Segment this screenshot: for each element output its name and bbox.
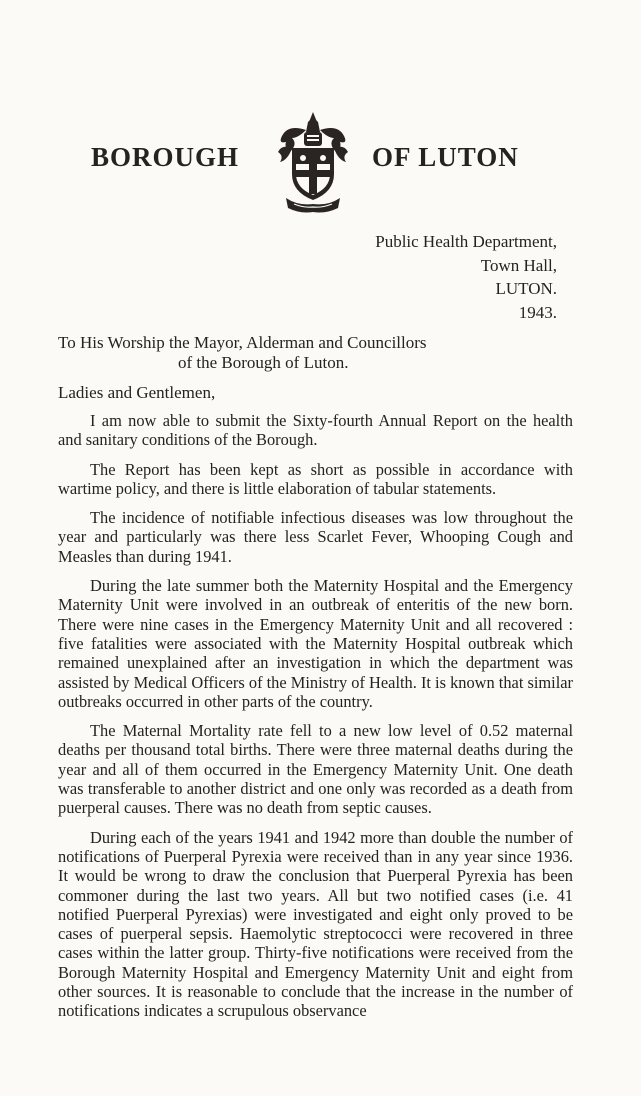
addressee bbox=[58, 333, 578, 373]
addressee-line: To His Worship the Mayor, Alderman and Councillors bbox=[58, 333, 427, 352]
address-line: LUTON. bbox=[495, 279, 557, 298]
body-paragraph: During each of the years 1941 and 1942 more than double the number of notifications of Puerperal Pyrexia were received than in any year since 1936. It would be wrong to draw the conclusion that Puerperal Pyrexia has been commoner during the last two years. All but two notified cases (i.e. 41 notified Puerperal Pyrexias) were investigated and eight only proved to be cases of puerperal sepsis. Haemolytic streptococci were recovered in three cases within the latter group. Thirty-five notifications were received from the Borough Maternity Hospital and Emergency Maternity Unit and eight from other sources. It is reasonable to conclude that the increase in the number of notifications indicates a scrupulous observance bbox=[58, 827, 573, 1021]
borough-crest-icon bbox=[268, 108, 358, 216]
title-of-luton: OF LUTON bbox=[372, 142, 519, 172]
addressee-line: of the Borough of Luton. bbox=[178, 353, 349, 372]
sender-address bbox=[375, 230, 557, 324]
address-year: 1943. bbox=[518, 302, 557, 322]
body-paragraph: During the late summer both the Maternity Hospital and the Emergency Maternity Unit were involved in an outbreak of enteritis of the new born. There were nine cases in the Emergency Maternity Unit and all recovered : five fatalities were associated with the Maternity Hospital outbreak which remained unexplained after an investigation in which the department was assisted by Medical Officers of the Ministry of Health. It is known that similar outbreaks occurred in other parts of the country. bbox=[58, 576, 573, 711]
body-paragraph: The Report has been kept as short as possible in accordance with wartime policy, and there is little elaboration of tabular statements. bbox=[58, 459, 573, 498]
letterhead bbox=[0, 108, 641, 218]
body-paragraph: The incidence of notifiable infectious diseases was low throughout the year and particularly was there less Scarlet Fever, Whooping Cough and Measles than during 1941. bbox=[58, 508, 573, 566]
body-paragraph: I am now able to submit the Sixty-fourth Annual Report on the health and sanitary conditions of the Borough. bbox=[58, 411, 573, 450]
address-line: Town Hall, bbox=[480, 255, 557, 275]
greeting: Ladies and Gentlemen, bbox=[58, 383, 216, 402]
title-borough: BOROUGH bbox=[91, 142, 240, 172]
body-paragraph: The Maternal Mortality rate fell to a new low level of 0.52 maternal deaths per thousand total births. There were three maternal deaths during the year and all of them occurred in the Emergency Maternity Unit. One death was transferable to another district and one only was recorded as a death from puerperal causes. There was no death from septic causes. bbox=[58, 721, 573, 818]
address-line: Public Health Department, bbox=[375, 232, 557, 251]
letter-body bbox=[58, 411, 573, 1031]
